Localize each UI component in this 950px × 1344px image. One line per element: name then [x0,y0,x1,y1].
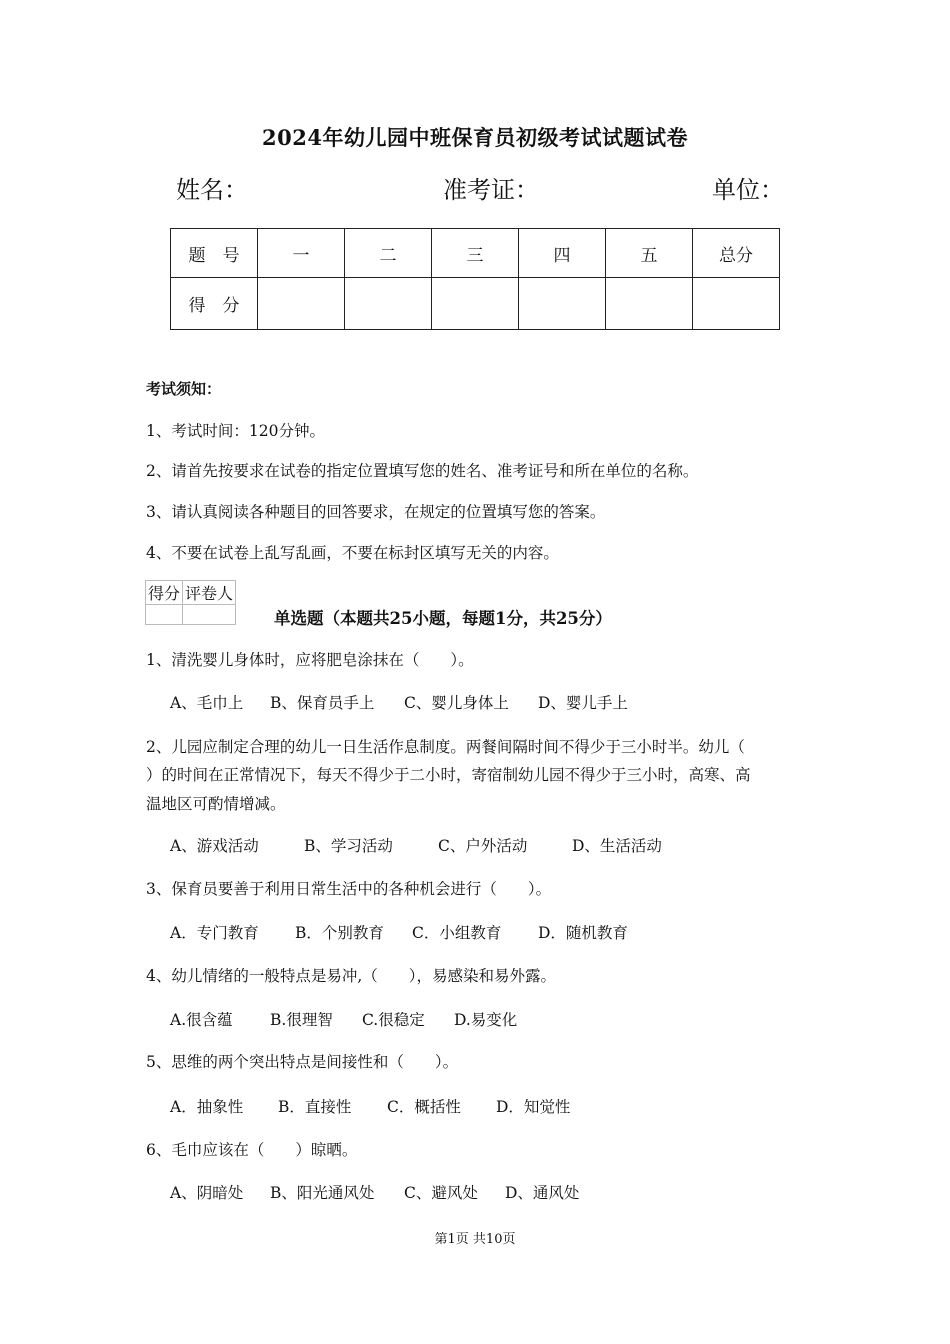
score-cell [606,278,693,330]
score-table-header: 二 [345,229,432,278]
exam-id-field-label: 准考证： [443,176,539,204]
option-d: D、生活活动 [572,837,662,855]
section-title: 单选题（本题共25小题，每题1分，共25分） [274,609,612,628]
score-cell [519,278,606,330]
score-table-header: 四 [519,229,606,278]
option-d: D.易变化 [454,1011,518,1029]
score-cell [345,278,432,330]
score-table-header: 总分 [693,229,780,278]
page-footer: 第1页 共10页 [434,1232,516,1247]
option-b: B．个别教育 [295,924,384,942]
question-text: 2、儿园应制定合理的幼儿一日生活作息制度。两餐间隔时间不得少于三小时半。幼儿（ [146,738,745,756]
unit-field-label: 单位： [712,176,784,204]
question-text: 温地区可酌情增减。 [146,795,286,813]
option-b: B、学习活动 [304,837,393,855]
score-table-header: 三 [432,229,519,278]
question-text: 6、毛巾应该在（ ）晾晒。 [146,1141,358,1159]
option-a: A、游戏活动 [170,837,259,855]
score-table-score-row [171,278,780,330]
option-c: C．小组教育 [412,924,502,942]
question-text: 5、思维的两个突出特点是间接性和（ ）。 [146,1053,459,1071]
question-text: 4、幼儿情绪的一般特点是易冲,（ ），易感染和易外露。 [146,967,557,985]
grader-name-label: 评卷人 [183,581,236,605]
option-d: D．随机教育 [538,924,628,942]
option-a: A、阴暗处 [170,1184,244,1202]
option-c: C、避风处 [404,1184,478,1202]
grader-name-cell [183,605,236,625]
grader-score-cell [146,605,183,625]
score-table-header: 一 [258,229,345,278]
option-c: C、婴儿身体上 [404,694,509,712]
notice-item: 3、请认真阅读各种题目的回答要求，在规定的位置填写您的答案。 [146,503,606,521]
option-a: A．抽象性 [170,1098,244,1116]
grader-box [145,580,236,625]
option-b: B．直接性 [278,1098,352,1116]
notice-item: 4、不要在试卷上乱写乱画，不要在标封区填写无关的内容。 [146,544,559,562]
option-d: D、婴儿手上 [538,694,628,712]
option-b: B.很理智 [270,1011,333,1029]
notice-title: 考试须知： [146,380,222,398]
score-cell [693,278,780,330]
grader-score-label: 得分 [146,581,183,605]
option-c: C.很稳定 [362,1011,425,1029]
score-table-header: 题 号 [171,229,258,278]
option-b: B、保育员手上 [270,694,375,712]
option-d: D．知觉性 [496,1098,571,1116]
question-text: ）的时间在正常情况下，每天不得少于二小时，寄宿制幼儿园不得少于三小时，高寒、高 [146,766,751,784]
option-c: C、户外活动 [438,837,528,855]
question-text: 3、保育员要善于利用日常生活中的各种机会进行（ ）。 [146,880,552,898]
option-a: A．专门教育 [170,924,259,942]
option-a: A、毛巾上 [170,694,244,712]
score-table-header: 五 [606,229,693,278]
option-c: C．概括性 [387,1098,461,1116]
score-table [170,228,780,330]
option-d: D、通风处 [505,1184,580,1202]
notice-item: 2、请首先按要求在试卷的指定位置填写您的姓名、准考证号和所在单位的名称。 [146,462,699,480]
option-a: A.很含蕴 [170,1011,233,1029]
score-table-header-row [171,229,780,278]
question-text: 1、清洗婴儿身体时，应将肥皂涂抹在（ ）。 [146,651,474,669]
score-cell [432,278,519,330]
notice-item: 1、考试时间：120分钟。 [146,422,325,440]
score-cell [258,278,345,330]
score-row-label: 得 分 [171,278,258,330]
option-b: B、阳光通风处 [270,1184,375,1202]
name-field-label: 姓名： [176,176,248,204]
page-title: 2024年幼儿园中班保育员初级考试试题试卷 [262,125,688,150]
